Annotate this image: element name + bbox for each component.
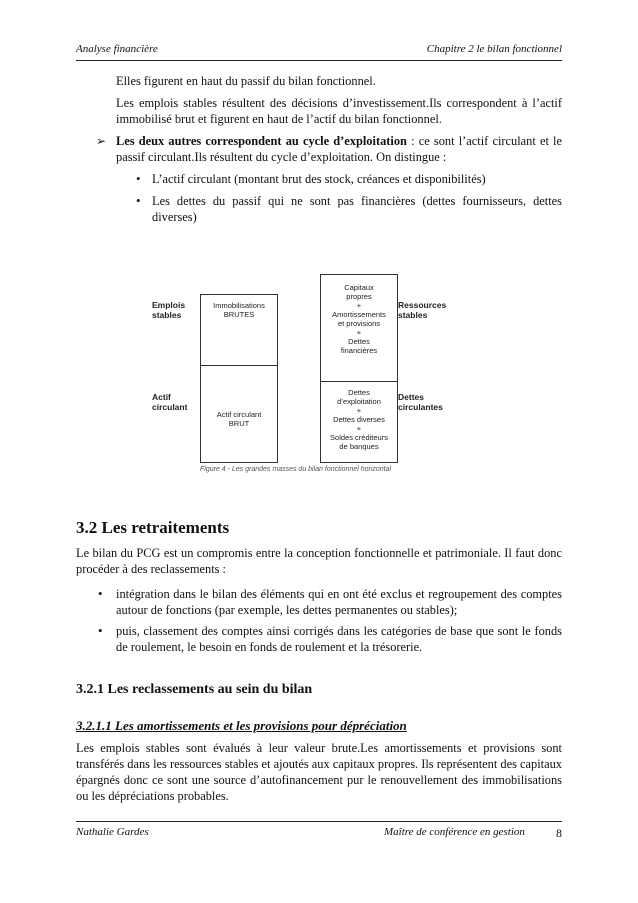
- section-bullet-1: intégration dans le bilan des éléments qui en ont été exclus et regroupement des comptes autour de fonctions (par exemple, les dettes permanentes ou stables);: [116, 587, 562, 617]
- box-actif-circulant-text: Actif circulant BRUT: [216, 410, 262, 428]
- page-number: 8: [556, 826, 562, 840]
- bullet-dot-icon: •: [136, 171, 141, 186]
- header-right: Chapitre 2 le bilan fonctionnel: [426, 43, 562, 55]
- page-header: [76, 43, 562, 59]
- subsection-title: 3.2.1 Les reclassements au sein du bilan: [76, 682, 313, 697]
- arrow-item-bold: Les deux autres correspondent au cycle d’exploitation: [116, 134, 407, 148]
- footer-author: Nathalie Gardes: [76, 826, 149, 838]
- box-dettes-circulantes-text: Dettes d’exploitation + Dettes diverses + Soldes créditeurs de banques: [330, 388, 388, 451]
- header-rule: [76, 60, 562, 61]
- subsection-subtitle: 3.2.1.1 Les amortissements et les provisions pour dépréciation: [76, 718, 407, 733]
- bullet-dot-icon: •: [136, 193, 141, 208]
- section-paragraph: Le bilan du PCG est un compromis entre la conception fonctionnelle et patrimoniale. Il faut donc procéder à des reclassements :: [76, 546, 562, 576]
- figure-caption: Figure 4 - Les grandes masses du bilan fonctionnel horizontal: [200, 466, 392, 473]
- box-immobilisations-text: Immobilisations BRUTES: [213, 301, 265, 319]
- intro-line-1: Elles figurent en haut du passif du bilan fonctionnel.: [116, 74, 376, 88]
- box-ressources-stables: [320, 274, 398, 382]
- sub-bullet-1: L’actif circulant (montant brut des stock, créances et disponibilités): [152, 172, 486, 186]
- box-ressources-stables-text: Capitaux propres + Amortissements et provisions + Dettes financières: [332, 283, 386, 355]
- subsection-paragraph: Les emplois stables sont évalués à leur valeur brute.Les amortissements et provisions sont transférés dans les ressources stables et ajoutés aux capitaux propres. Ils représentent des capitaux épargnés donc ce sont une source d’autofinancement pur le renouvellement des immobilisations ou les dépréciations probables.: [76, 741, 562, 803]
- balance-sheet-figure: [150, 268, 490, 490]
- bullet-dot-icon: •: [98, 586, 103, 601]
- header-left: Analyse financière: [76, 43, 158, 55]
- section-bullet-2: puis, classement des comptes ainsi corrigés dans les catégories de base que sont le fonds de roulement, le besoin en fonds de roulement et la trésorerie.: [116, 624, 562, 654]
- sub-bullet-2: Les dettes du passif qui ne sont pas financières (dettes fournisseurs, dettes diverses): [152, 194, 562, 224]
- label-actif-circulant: Actif circulant: [152, 392, 188, 412]
- box-actif-circulant: [200, 365, 278, 463]
- arrow-item-rest: : ce sont l’actif circulant et le passif circulant.Ils résultent du cycle d’exploitation. On distingue :: [116, 134, 562, 164]
- arrow-bullet-icon: ➢: [96, 134, 107, 148]
- intro-line-2: Les emplois stables résultent des décisions d’investissement.Ils correspondent à l’actif immobilisé brut et figurent en haut de l’actif du bilan fonctionnel.: [116, 96, 562, 126]
- label-ressources-stables: Ressources stables: [398, 300, 447, 320]
- label-dettes-circulantes: Dettes circulantes: [398, 392, 443, 412]
- section-title: 3.2 Les retraitements: [76, 518, 230, 537]
- label-emplois-stables: Emplois stables: [152, 300, 186, 320]
- arrow-item-text: [116, 133, 562, 165]
- bullet-dot-icon: •: [98, 623, 103, 638]
- box-immobilisations: [200, 294, 278, 366]
- footer-rule: [76, 821, 562, 822]
- footer-role: Maître de conférence en gestion: [384, 826, 525, 838]
- box-dettes-circulantes: [320, 381, 398, 463]
